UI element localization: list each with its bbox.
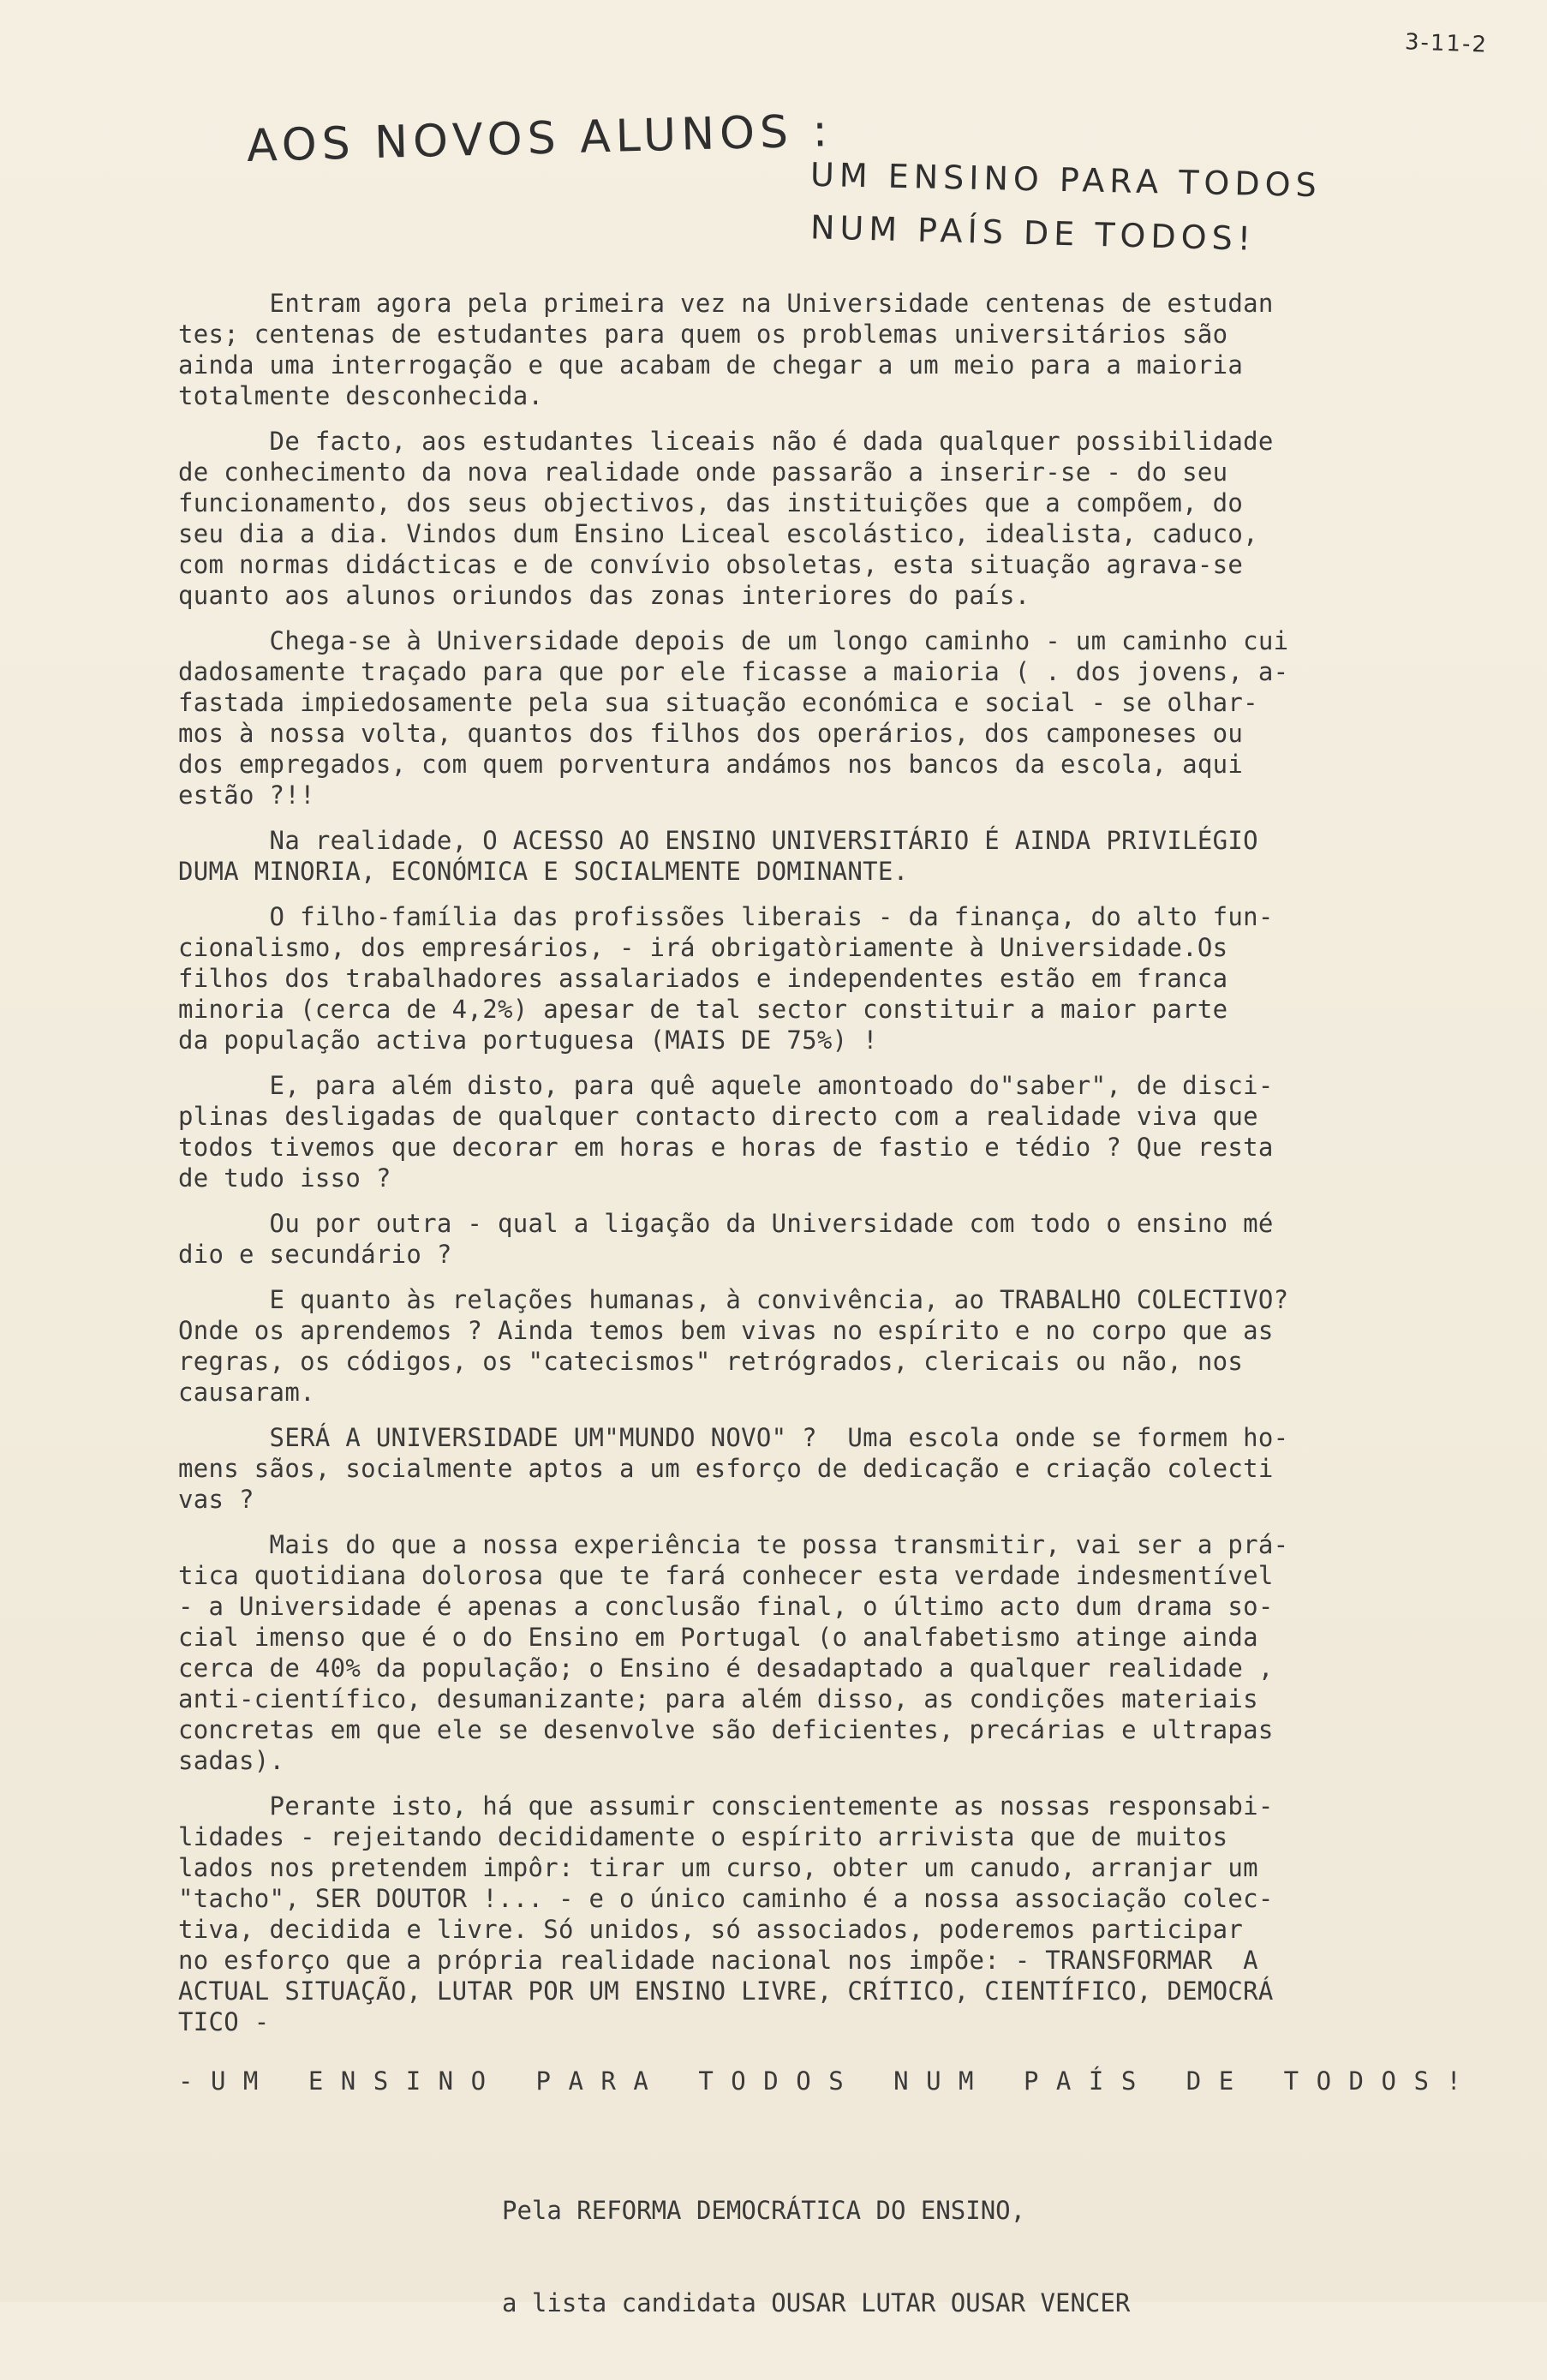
signature-block <box>502 2133 1130 2380</box>
document-body <box>178 288 1395 2052</box>
signature-line-2: a lista candidata OUSAR LUTAR OUSAR VENCER <box>502 2288 1131 2317</box>
handwritten-date: 3-11-2 <box>1404 29 1489 58</box>
handwritten-slogan-line1: UM ENSINO PARA TODOS <box>809 155 1323 205</box>
signature-line-1: Pela REFORMA DEMOCRÁTICA DO ENSINO, <box>502 2196 1026 2225</box>
paragraph-6: E, para além disto, para quê aquele amontoado do"saber", de disci- plinas desligadas de qualquer contacto directo com a realidade viva que todos tivemos que decorar em horas e horas de fastio e tédio ? Que resta de tudo isso ? <box>178 1071 1274 1193</box>
paragraph-5: O filho-família das profissões liberais - da finança, do alto fun- cionalismo, dos empresários, - irá obrigatòriamente à Universidade.Os filhos dos trabalhadores assalariados e independentes estão em franca minoria (cerca de 4,2%) apesar de tal sector constituir a maior parte da população activa portuguesa (MAIS DE 75%) ! <box>178 902 1274 1055</box>
handwritten-title: AOS NOVOS ALUNOS : <box>246 105 833 172</box>
paragraph-1: Entram agora pela primeira vez na Universidade centenas de estudan tes; centenas de estudantes para quem os problemas universitários são ainda uma interrogação e que acabam de chegar a um meio para a maioria totalmente desconhecida. <box>178 289 1274 410</box>
paragraph-8: E quanto às relações humanas, à convivência, ao TRABALHO COLECTIVO? Onde os aprendemos ? Ainda temos bem vivas no espírito e no corpo que as regras, os códigos, os "catecismos" retrógrados, clericais ou não, nos causaram. <box>178 1285 1289 1407</box>
closing-slogan: -UM ENSINO PARA TODOS NUM PAÍS DE TODOS! <box>178 2066 1479 2096</box>
paragraph-9: SERÁ A UNIVERSIDADE UM"MUNDO NOVO" ? Uma escola onde se formem ho- mens sãos, socialmente aptos a um esforço de dedicação e criação colecti vas ? <box>178 1423 1289 1514</box>
paragraph-4: Na realidade, O ACESSO AO ENSINO UNIVERSITÁRIO É AINDA PRIVILÉGIO DUMA MINORIA, ECONÓMICA E SOCIALMENTE DOMINANTE. <box>178 826 1258 886</box>
paragraph-3: Chega-se à Universidade depois de um longo caminho - um caminho cui dadosamente traçado para que por ele ficasse a maioria ( . dos jovens, a- fastada impiedosamente pela sua situação económica e social - se olhar- mos à nossa volta, quantos dos filhos dos operários, dos camponeses ou dos empregados, com quem porventura andámos nos bancos da escola, aqui estão ?!! <box>178 626 1289 810</box>
paragraph-2: De facto, aos estudantes liceais não é dada qualquer possibilidade de conhecimento da nova realidade onde passarão a inserir-se - do seu funcionamento, dos seus objectivos, das instituições que a compõem, do seu dia a dia. Vindos dum Ensino Liceal escolástico, idealista, caduco, com normas didácticas e de convívio obsoletas, esta situação agrava-se quanto aos alunos oriundos das zonas interiores do país. <box>178 427 1274 610</box>
paragraph-10: Mais do que a nossa experiência te possa transmitir, vai ser a prá- tica quotidiana dolorosa que te fará conhecer esta verdade indesmentível - a Universidade é apenas a conclusão final, o último acto dum drama so- cial imenso que é o do Ensino em Portugal (o analfabetismo atinge ainda cerca de 40% da população; o Ensino é desadaptado a qualquer realidade , anti-científico, desumanizante; para além disso, as condições materiais concretas em que ele se desenvolve são deficientes, precárias e ultrapas sadas). <box>178 1530 1289 1775</box>
handwritten-slogan-line2: NUM PAÍS DE TODOS! <box>809 208 1257 258</box>
paragraph-11: Perante isto, há que assumir conscientemente as nossas responsabi- lidades - rejeitando decididamente o espírito arrivista que de muitos lados nos pretendem impôr: tirar um curso, obter um canudo, arranjar um "tacho", SER DOUTOR !... - e o único caminho é a nossa associação colec- tiva, decidida e livre. Só unidos, só associados, poderemos participar no esforço que a própria realidade nacional nos impõe: - TRANSFORMAR A ACTUAL SITUAÇÃO, LUTAR POR UM ENSINO LIVRE, CRÍTICO, CIENTÍFICO, DEMOCRÁ TICO - <box>178 1791 1274 2036</box>
paragraph-7: Ou por outra - qual a ligação da Universidade com todo o ensino mé dio e secundário ? <box>178 1209 1274 1269</box>
